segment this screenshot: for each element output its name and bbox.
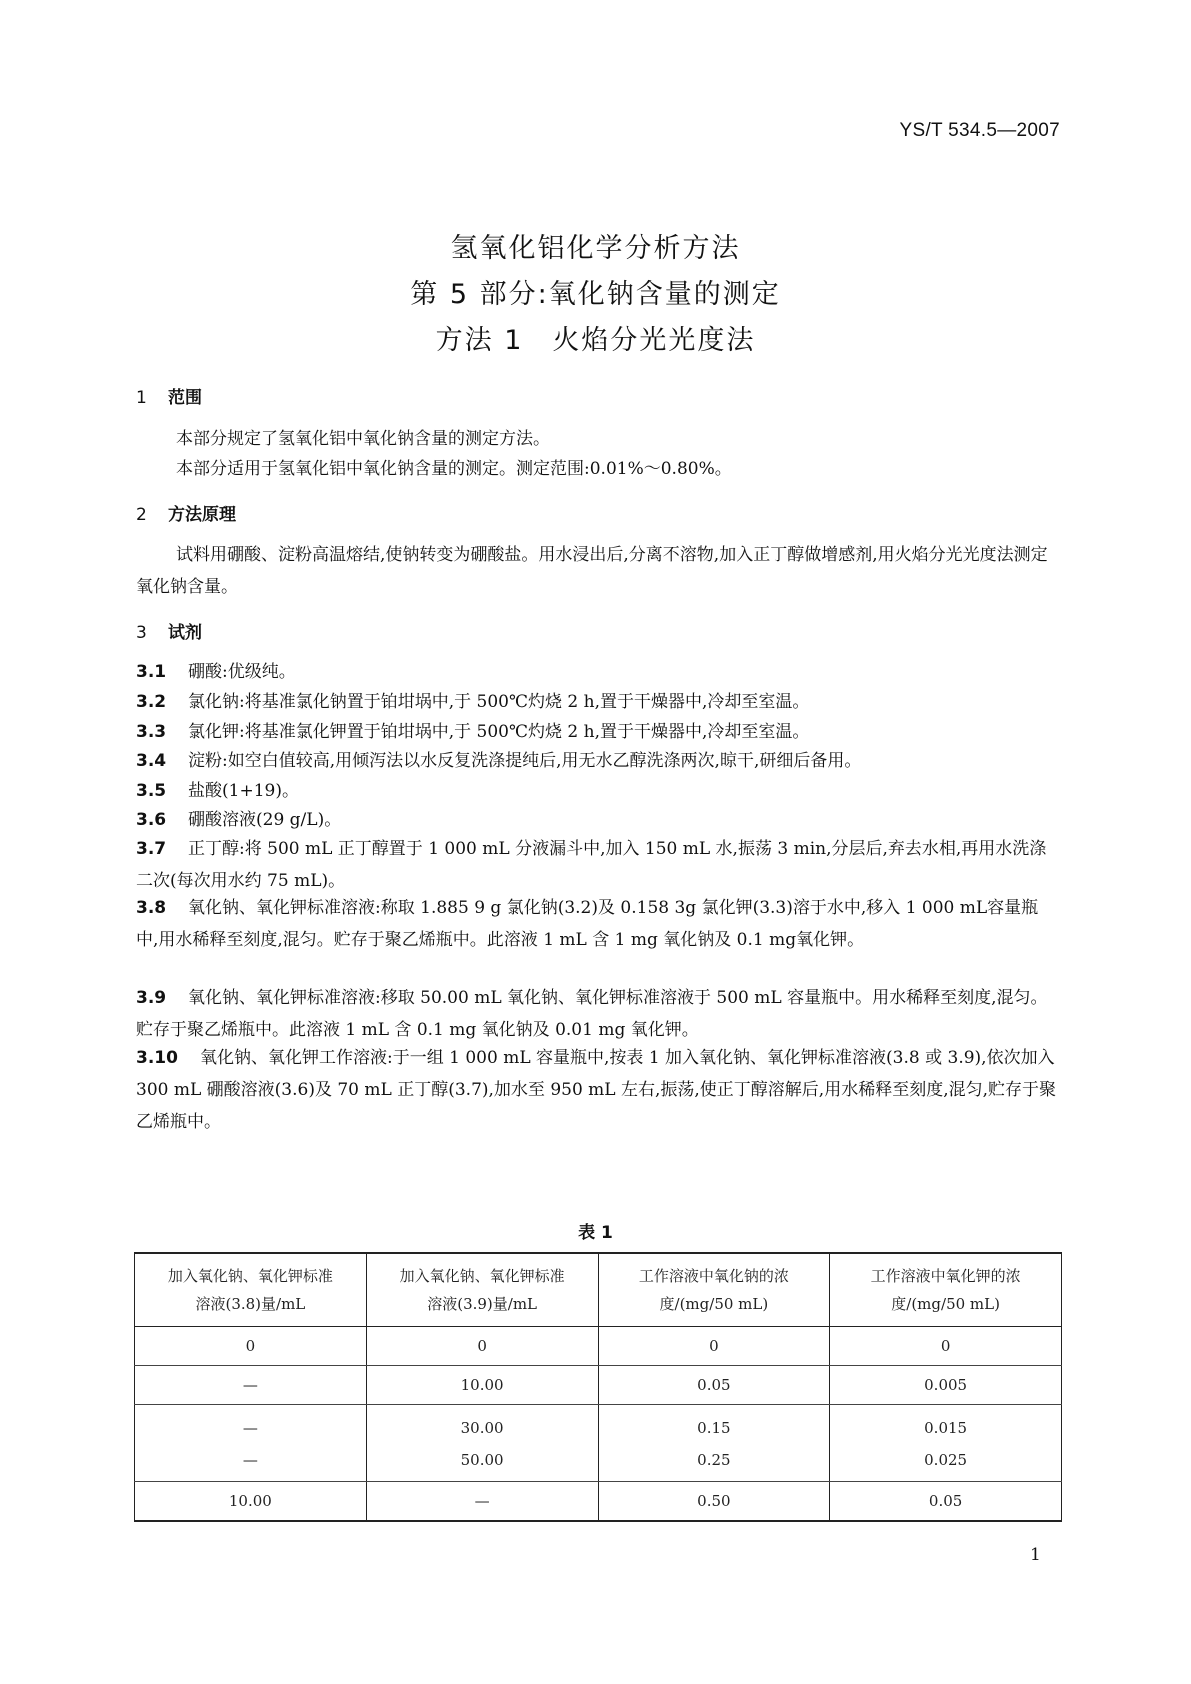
section-title: 试剂	[168, 623, 202, 643]
table-header-cell	[366, 1253, 598, 1327]
table-row	[135, 1405, 1062, 1446]
item-number: 3.8	[136, 898, 167, 918]
item-text: 淀粉:如空白值较高,用倾泻法以水反复洗涤提纯后,用无水乙醇洗涤两次,晾干,研细后备用。	[188, 751, 862, 771]
title-line-1: 氢氧化铝化学分析方法	[450, 233, 741, 264]
table-cell: 0.25	[598, 1445, 830, 1482]
page-number: 1	[1030, 1545, 1041, 1565]
item-text: 氯化钾:将基准氯化钾置于铂坩埚中,于 500℃灼烧 2 h,置于干燥器中,冷却至室温。	[188, 722, 810, 742]
item-text: 硼酸:优级纯。	[188, 662, 296, 682]
table-cell: 0	[366, 1327, 598, 1366]
list-item	[136, 804, 1060, 836]
table-cell: 0.015	[830, 1405, 1062, 1446]
table-cell: 50.00	[366, 1445, 598, 1482]
table-cell: —	[135, 1445, 367, 1482]
table-cell: 10.00	[135, 1482, 367, 1522]
table-row	[135, 1327, 1062, 1366]
table-row	[135, 1482, 1062, 1522]
list-item	[136, 892, 1060, 956]
table-cell: 0.005	[830, 1366, 1062, 1405]
list-item	[136, 745, 1060, 777]
table-cell: 10.00	[366, 1366, 598, 1405]
list-item	[136, 982, 1060, 1046]
table-row	[135, 1366, 1062, 1405]
header-text-line: 加入氧化钠、氧化钾标准	[399, 1267, 565, 1285]
table-row	[135, 1445, 1062, 1482]
header-text-line: 工作溶液中氧化钾的浓	[870, 1267, 1021, 1285]
item-number: 3.7	[136, 839, 167, 859]
section-number: 1	[136, 388, 147, 408]
table-cell: 0.15	[598, 1405, 830, 1446]
item-number: 3.2	[136, 692, 167, 712]
item-number: 3.6	[136, 810, 167, 830]
table-cell: 0	[598, 1327, 830, 1366]
header-text-line: 工作溶液中氧化钠的浓	[638, 1267, 789, 1285]
section-title: 范围	[168, 388, 202, 408]
table-header-cell	[830, 1253, 1062, 1327]
title-line-2: 第 5 部分:氧化钠含量的测定	[410, 279, 781, 310]
list-item	[136, 686, 1060, 718]
item-text: 氧化钠、氧化钾标准溶液:称取 1.885 9 g 氯化钠(3.2)及 0.158 3g 氯化钾(3.3)溶于水中,移入 1 000 mL容量瓶中,用水稀释至刻度,混匀。贮存于聚乙烯瓶中。此溶液 1 mL 含 1 mg 氧化钠及 0.1 mg氧化钾。	[136, 898, 1039, 950]
list-item	[136, 833, 1060, 897]
data-table	[134, 1252, 1062, 1522]
table-cell: 0.025	[830, 1445, 1062, 1482]
header-text-line: 度/(mg/50 mL)	[891, 1295, 1000, 1313]
table-header-row	[135, 1253, 1062, 1327]
list-item	[136, 716, 1060, 748]
section-1-paragraph-1: 本部分规定了氢氧化铝中氧化钠含量的测定方法。	[176, 429, 550, 449]
table-cell: 0.05	[830, 1482, 1062, 1522]
table-cell: —	[366, 1482, 598, 1522]
table-caption: 表 1	[578, 1223, 613, 1243]
item-text: 氧化钠、氧化钾工作溶液:于一组 1 000 mL 容量瓶中,按表 1 加入氧化钠、氧化钾标准溶液(3.8 或 3.9),依次加入 300 mL 硼酸溶液(3.6)及 70 mL 正丁醇(3.7),加水至 950 mL 左右,振荡,使正丁醇溶解后,用水稀释至刻度,混匀,贮存于聚乙烯瓶中。	[136, 1048, 1057, 1132]
item-text: 盐酸(1+19)。	[188, 781, 299, 801]
item-number: 3.9	[136, 988, 167, 1008]
list-item	[136, 1042, 1060, 1138]
item-text: 硼酸溶液(29 g/L)。	[188, 810, 342, 830]
section-2-paragraph: 试料用硼酸、淀粉高温熔结,使钠转变为硼酸盐。用水浸出后,分离不溶物,加入正丁醇做增感剂,用火焰分光光度法测定氧化钠含量。	[136, 545, 1048, 597]
item-number: 3.10	[136, 1048, 178, 1068]
list-item	[136, 775, 1060, 807]
title-line-3: 方法 1 火焰分光光度法	[435, 325, 756, 356]
table-cell: 0.05	[598, 1366, 830, 1405]
header-text-line: 加入氧化钠、氧化钾标准	[167, 1267, 333, 1285]
standard-code: YS/T 534.5—2007	[899, 120, 1060, 141]
header-text-line: 度/(mg/50 mL)	[659, 1295, 769, 1313]
list-item	[136, 656, 1060, 688]
table-cell: 0	[135, 1327, 367, 1366]
table-cell: —	[135, 1405, 367, 1446]
item-text: 氯化钠:将基准氯化钠置于铂坩埚中,于 500℃灼烧 2 h,置于干燥器中,冷却至室温。	[188, 692, 810, 712]
section-number: 2	[136, 505, 147, 525]
item-number: 3.3	[136, 722, 167, 742]
section-3-heading	[136, 618, 202, 643]
item-text: 正丁醇:将 500 mL 正丁醇置于 1 000 mL 分液漏斗中,加入 150 mL 水,振荡 3 min,分层后,弃去水相,再用水洗涤二次(每次用水约 75 mL)。	[136, 839, 1047, 891]
section-number: 3	[136, 623, 147, 643]
item-number: 3.1	[136, 662, 167, 682]
section-1-heading	[136, 383, 202, 408]
item-text: 氧化钠、氧化钾标准溶液:移取 50.00 mL 氧化钠、氧化钾标准溶液于 500 mL 容量瓶中。用水稀释至刻度,混匀。贮存于聚乙烯瓶中。此溶液 1 mL 含 0.1 mg 氧化钠及 0.01 mg 氧化钾。	[136, 988, 1048, 1040]
table-cell: 0	[830, 1327, 1062, 1366]
item-number: 3.4	[136, 751, 167, 771]
table-header-cell	[598, 1253, 830, 1327]
section-1-paragraph-2: 本部分适用于氢氧化铝中氧化钠含量的测定。测定范围:0.01%～0.80%。	[176, 459, 732, 479]
header-text-line: 溶液(3.8)量/mL	[195, 1295, 306, 1313]
table-cell: —	[135, 1366, 367, 1405]
table-header-cell	[135, 1253, 367, 1327]
table-cell: 30.00	[366, 1405, 598, 1446]
document-title	[0, 226, 1191, 364]
item-number: 3.5	[136, 781, 167, 801]
table-cell: 0.50	[598, 1482, 830, 1522]
section-title: 方法原理	[168, 505, 236, 525]
header-text-line: 溶液(3.9)量/mL	[427, 1295, 538, 1313]
section-2-heading	[136, 500, 236, 525]
